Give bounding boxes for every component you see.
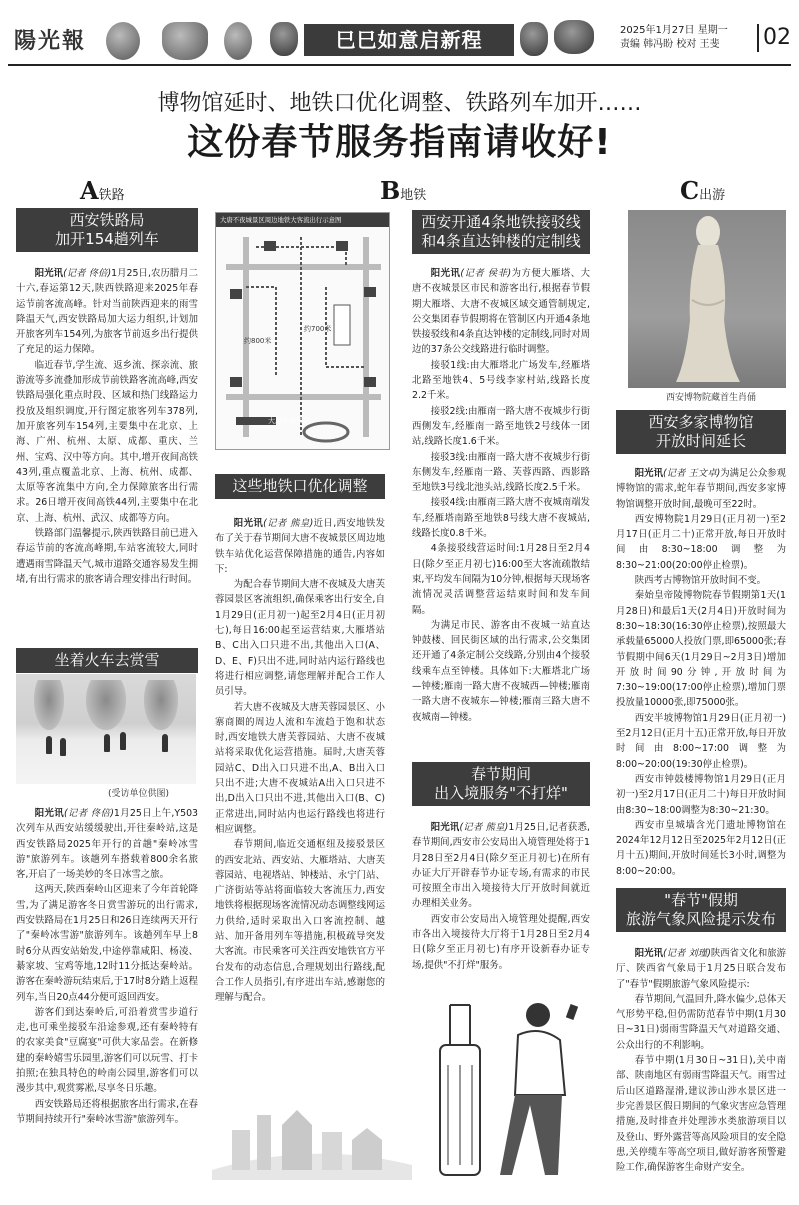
paragraph: 西安市钟鼓楼博物馆1月29日(正月初一)至2月17日(正月二十)每日开放时间由8:30~18:00调整为8:30~21:30。 xyxy=(616,773,786,816)
weather-article-body xyxy=(616,946,786,1175)
tree-icon xyxy=(144,680,178,730)
snow-train-photo xyxy=(16,674,196,784)
reporter: (记者 佟倍) xyxy=(63,268,112,279)
paragraph: 为满足市民、游客由不夜城一站直达钟鼓楼、回民街区域的出行需求,公交集团还开通了4条定制公交线路,分别由4个接驳线乘车点至钟楼。具体如下:大雁塔北广场—钟楼;雁南一路大唐不夜城西—钟楼;雁南一路大唐不夜城东—钟楼;雁南三路大唐不夜城南—钟楼。 xyxy=(412,619,590,723)
masthead-info xyxy=(620,24,728,52)
train-article-body xyxy=(16,806,198,1127)
paragraph: 近日,西安地铁发布了关于春节期间大唐不夜城景区周边地铁车站优化运营保障措施的通告,内容如下: xyxy=(215,518,386,575)
person-icon xyxy=(104,734,110,752)
section-letter: B xyxy=(380,176,401,205)
paragraph: 春节中期(1月30日~31日),关中南部、陕南地区有弱雨雪降温天气。雨雪过后山区道路湿滑,建议涉山涉水景区进一步完善景区假日期间的气象灾害应急管理措施,及时排查并处理涉水类旅游项目以及登山、野外露营等高风险项目的安全隐患,关停缆车等高空项目,做好游客预警避险工作,确保游客生命财产安全。 xyxy=(616,1055,786,1174)
byline: 阳光讯 xyxy=(634,468,663,479)
map-title: 大唐不夜城景区周边地铁大客流出行示意图 xyxy=(216,213,389,227)
paragraph: 西安市公安局出入境管理处提醒,西安市各出入境接待大厅将于1月28日至2月4日(除夕至正月初七)有序开设新春办证专场,提供"不打烊"服务。 xyxy=(412,913,590,971)
paragraph: 铁路部门温馨提示,陕西铁路目前已进入春运节前的客流高峰期,车站客流较大,同时遭遇雨雪降温天气,城市道路交通容易发生拥堵,有出行需求的旅客请合理安排出行时间。 xyxy=(16,528,198,585)
title-line: 出入境服务"不打烊" xyxy=(434,784,568,802)
editor-credits: 责编 韩冯盼 校对 王斐 xyxy=(620,39,720,50)
paragraph: 西安市皇城墙含光门遗址博物馆在2024年12月12日至2025年2月12日(正月十五)期间,开放时间延长3小时,调整为8:00~20:00。 xyxy=(616,819,786,877)
metro-article-title: 这些地铁口优化调整 xyxy=(215,474,385,499)
paragraph: 秦始皇帝陵博物院春节假期第1天(1月28日)和最后1天(2月4日)开放时间为8:30~18:30(16:30停止检票),按照最大承载量65000人投放门票,即65000张;春节假期中间6天(1月29日~2月3日)增加开放时间90分钟,开放时间为7:30~19:00(17:00停止检票),增加门票投放量10000张,即75000张。 xyxy=(616,590,786,709)
museum-article-body xyxy=(616,466,786,879)
lantern-icon xyxy=(554,20,594,54)
traveler-illustration xyxy=(400,985,610,1195)
title-line: 西安开通4条地铁接驳线 xyxy=(421,213,581,231)
metro-article-body xyxy=(215,516,385,1006)
paragraph: 西安铁路局还将根据旅客出行需求,在春节期间持续开行"秦岭冰雪游"旅游列车。 xyxy=(16,1098,198,1125)
section-name: 地铁 xyxy=(400,188,427,203)
lantern-icon xyxy=(520,22,548,56)
paragraph: 为方便大雁塔、大唐不夜城景区市民和游客出行,根据春节假期大雁塔、大唐不夜城区域交通管制规定,公交集团春节假期将在管制区内开通4条地铁接驳线和4条直达钟楼的定制线,同时对周边的37条公交线路进行临时调整。 xyxy=(412,268,590,356)
weather-article-title xyxy=(616,888,786,932)
paragraph: 4条接驳线营运时间:1月28日至2月4日(除夕至正月初七)16:00至大客流疏散结束,平均发车间隔为10分钟,根据每天现场客流情况灵活调整营运结束时间和发车间隔。 xyxy=(412,543,590,616)
section-letter: A xyxy=(80,176,99,205)
map-graphic xyxy=(216,227,390,450)
paragraph: 陕西省文化和旅游厅、陕西省气象局于1月25日联合发布了"春节"假期旅游气象风险提示: xyxy=(616,948,786,990)
rail-article-title xyxy=(16,208,198,252)
paragraph: 1月25日上午,Y503次列车从西安站缓缓驶出,开往秦岭站,这是西安铁路局2025年开行的首趟"秦岭冰雪游"旅游列车。该趟列车搭载着800余名旅客,开启了一场美妙的冬日冰雪之旅。 xyxy=(16,808,198,881)
tree-icon xyxy=(34,680,64,730)
section-name: 铁路 xyxy=(98,188,125,203)
museum-artifact-photo xyxy=(628,210,786,388)
paragraph: 春节期间,气温回升,降水偏少,总体天气形势平稳,但仍需防范春节中期(1月30日~31日)弱雨雪降温天气对道路交通、公众出行的不利影响。 xyxy=(616,993,786,1051)
paragraph: 接驳4线:由雁南三路大唐不夜城南端发车,经雁塔南路至地铁8号线大唐不夜城站,线路长度0.8千米。 xyxy=(412,497,590,540)
title-line: "春节"假期 xyxy=(664,891,738,909)
photo-caption: 西安博物院藏首生肖俑 xyxy=(666,393,757,403)
title-line: 和4条直达钟楼的定制线 xyxy=(421,232,581,250)
byline: 阳光讯 xyxy=(430,822,460,833)
train-article-title: 坐着火车去赏雪 xyxy=(16,648,198,673)
metro-flow-map xyxy=(215,212,390,450)
byline: 阳光讯 xyxy=(634,948,663,959)
subheadline: 博物馆延时、地铁口优化调整、铁路列车加开…… xyxy=(157,91,642,116)
paragraph: 若大唐不夜城及大唐芙蓉园景区、小寨商圈的周边人流和车流趋于饱和状态时,西安地铁大唐芙蓉园站、大唐不夜城站将采取优化运营措施。届时,大唐芙蓉园站C、D出入口只进不出,A、B出入口只出不进;大唐不夜城站A出入口只进不出,D出入口只出不进,其他出入口(B、C)正常进出,同时站内也运行路线也将进行相应调整。 xyxy=(215,701,385,835)
lantern-icon xyxy=(270,22,298,56)
title-line: 开放时间延长 xyxy=(655,432,746,450)
reporter: (记者 刘瑾) xyxy=(662,948,711,959)
section-label-metro xyxy=(380,176,426,205)
issue-date: 2025年1月27日 星期一 xyxy=(620,25,728,36)
exit-entry-article-body xyxy=(412,820,590,973)
byline: 阳光讯 xyxy=(34,268,64,279)
museum-article-title xyxy=(616,410,786,454)
ornament-icon xyxy=(106,22,140,60)
city-illustration xyxy=(212,1070,412,1180)
section-label-rail xyxy=(80,176,125,205)
paragraph: 西安半坡博物馆1月29日(正月初一)至2月12日(正月十五)正常开放,每日开放时间由8:00~17:00调整为8:00~20:00(19:30停止检票)。 xyxy=(616,712,786,770)
byline: 阳光讯 xyxy=(233,518,264,529)
paragraph: 为满足公众参观博物馆的需求,蛇年春节期间,西安多家博物馆调整开放时间,最晚可至22时。 xyxy=(616,468,786,510)
paragraph: 1月25日,农历腊月二十六,春运第12天,陕西铁路迎来2025年春运节前客流高峰。针对当前陕西迎来的雨雪降温天气,西安铁路局加大运力组织,计划加开旅客列车154列,为旅客节前返乡出行提供了充足的运力保障。 xyxy=(16,268,199,356)
person-icon xyxy=(60,738,66,756)
figurine-graphic xyxy=(628,210,786,388)
headline: 这份春节服务指南请收好! xyxy=(187,122,612,163)
masthead xyxy=(8,18,791,66)
distance-label: 约800米 xyxy=(244,337,272,345)
paragraph: 西安博物院1月29日(正月初一)至2月17日(正月二十)正常开放,每日开放时间由8:30~18:00调整为8:30~21:00(20:00停止检票)。 xyxy=(616,513,786,571)
exit-entry-article-title xyxy=(412,762,590,806)
paragraph: 接驳3线:由雁南一路大唐不夜城步行街东侧发车,经雁南一路、芙蓉西路、西影路至地铁3号线北池头站,线路长度2.5千米。 xyxy=(412,451,590,494)
section-label-travel xyxy=(680,176,725,205)
section-name: 出游 xyxy=(699,188,726,203)
bus-article-body xyxy=(412,266,590,725)
paper-name: 陽光報 xyxy=(14,28,87,54)
paragraph: 接驳2线:由雁南一路大唐不夜城步行街西侧发车,经雁南一路至地铁2号线体一团站,线路长度1.6千米。 xyxy=(412,405,590,448)
reporter: (记者 侯菲) xyxy=(460,268,512,279)
paragraph: 这两天,陕西秦岭山区迎来了今年首轮降雪,为了满足游客冬日赏雪游玩的出行需求,西安铁路局在1月25日和26日连续两天开行了"秦岭冰雪游"旅游列车。该趟列车早上8时6分从西安站始发,中途停靠咸阳、杨凌、綦家坡、宝鸡等地,12时11分抵达秦岭站。游客在秦岭游玩结束后,于17时8分踏上返程列车,当日20点44分便可返回西安。 xyxy=(16,884,198,1003)
photo-caption: (受访单位供图) xyxy=(108,789,170,799)
reporter: (记者 熊皇) xyxy=(263,518,314,529)
person-icon xyxy=(120,732,126,750)
paragraph: 春节期间,临近交通枢纽及接驳景区的西安北站、西安站、大雁塔站、大唐芙蓉园站、电视塔站、钟楼站、永宁门站、广济街站等站将面临较大客流压力,西安地铁将根据现场客流情况动态调整线网运力供给,适时采取出入口客流控制、越站、加开备用列车等措施,积极疏导突发大客流。市民乘客可关注西安地铁官方平台发布的动态信息,合理规划出行路线,配合工作人员指引,有序进出车站,感谢您的理解与配合。 xyxy=(215,839,385,1004)
person-icon xyxy=(46,736,52,754)
bus-article-title xyxy=(412,210,590,254)
title-line: 西安铁路局 xyxy=(69,211,145,229)
station-label: 大唐不夜城站 xyxy=(268,417,310,425)
paragraph: 为配合春节期间大唐不夜城及大唐芙蓉园景区客流组织,确保乘客出行安全,自1月29日(正月初一)起至2月4日(正月初七),每日16:00起至运营结束,大雁塔站B、C出入口只进不出,其他出入口(A、D、E、F)只出不进,同时站内运行路线也将进行相应调整,请您理解并配合工作人员引导。 xyxy=(215,579,385,698)
paragraph: 陕西考古博物馆开放时间不变。 xyxy=(634,575,767,587)
byline: 阳光讯 xyxy=(430,268,461,279)
reporter: (记者 王文卓) xyxy=(662,468,721,479)
paragraph: 接驳1线:由大雁塔北广场发车,经雁塔北路至地铁4、5号线李家村站,线路长度2.2千米。 xyxy=(412,359,590,402)
byline: 阳光讯 xyxy=(34,808,64,819)
title-line: 西安多家博物馆 xyxy=(648,413,754,431)
ornament-icon xyxy=(224,22,252,60)
title-line: 春节期间 xyxy=(470,765,531,783)
lantern-icon xyxy=(162,22,208,60)
section-banner: 巳巳如意启新程 xyxy=(304,24,514,56)
section-letter: C xyxy=(680,176,700,205)
paragraph: 1月25日,记者获悉,春节期间,西安市公安局出入境管理处将于1月28日至2月4日(除夕至正月初七)在所有办证大厅开辟春节办证专场,有需求的市民可按照全市出入境接待大厅开放时间就近办理相关业务。 xyxy=(412,822,590,910)
rail-article-body xyxy=(16,266,198,587)
title-line: 旅游气象风险提示发布 xyxy=(625,910,776,928)
reporter: (记者 熊皇) xyxy=(459,822,509,833)
tree-icon xyxy=(86,680,126,730)
title-line: 加开154趟列车 xyxy=(55,230,159,248)
page-number: 02 xyxy=(757,24,791,52)
masthead-left xyxy=(14,22,264,62)
paragraph: 游客们到达秦岭后,可沿着赏雪步道行走,也可乘坐接驳车沿途参观,还有秦岭特有的农家美食"豆腐宴"可供大家品尝。在新修建的秦岭嬉雪乐园里,游客们可以玩雪、打卡拍照;在独具特色的岭南公园里,游客们可以漫步其中,观赏雾凇,尽享冬日乐趣。 xyxy=(16,1006,198,1095)
reporter: (记者 佟倍) xyxy=(63,808,114,819)
paragraph: 临近春节,学生流、返乡流、探亲流、旅游流等多流叠加形成节前铁路客流高峰,西安铁路局强化重点时段、区域和热门线路运力投放及组织调度,开行图定旅客列车378列,加开旅客列车154列,主要集中在北京、上海、广州、杭州、太原、成都、重庆、兰州、宝鸡、汉中等方向。其中,增开夜间高铁43列,重点覆盖北京、上海、杭州、成都、太原等客流集中方向,全力保障旅客出行需求。26日增开夜间高铁44列,主要集中在北京、上海、杭州、武汉、成都等方向。 xyxy=(16,359,198,524)
distance-label: 约700米 xyxy=(304,325,332,333)
person-icon xyxy=(162,734,168,752)
